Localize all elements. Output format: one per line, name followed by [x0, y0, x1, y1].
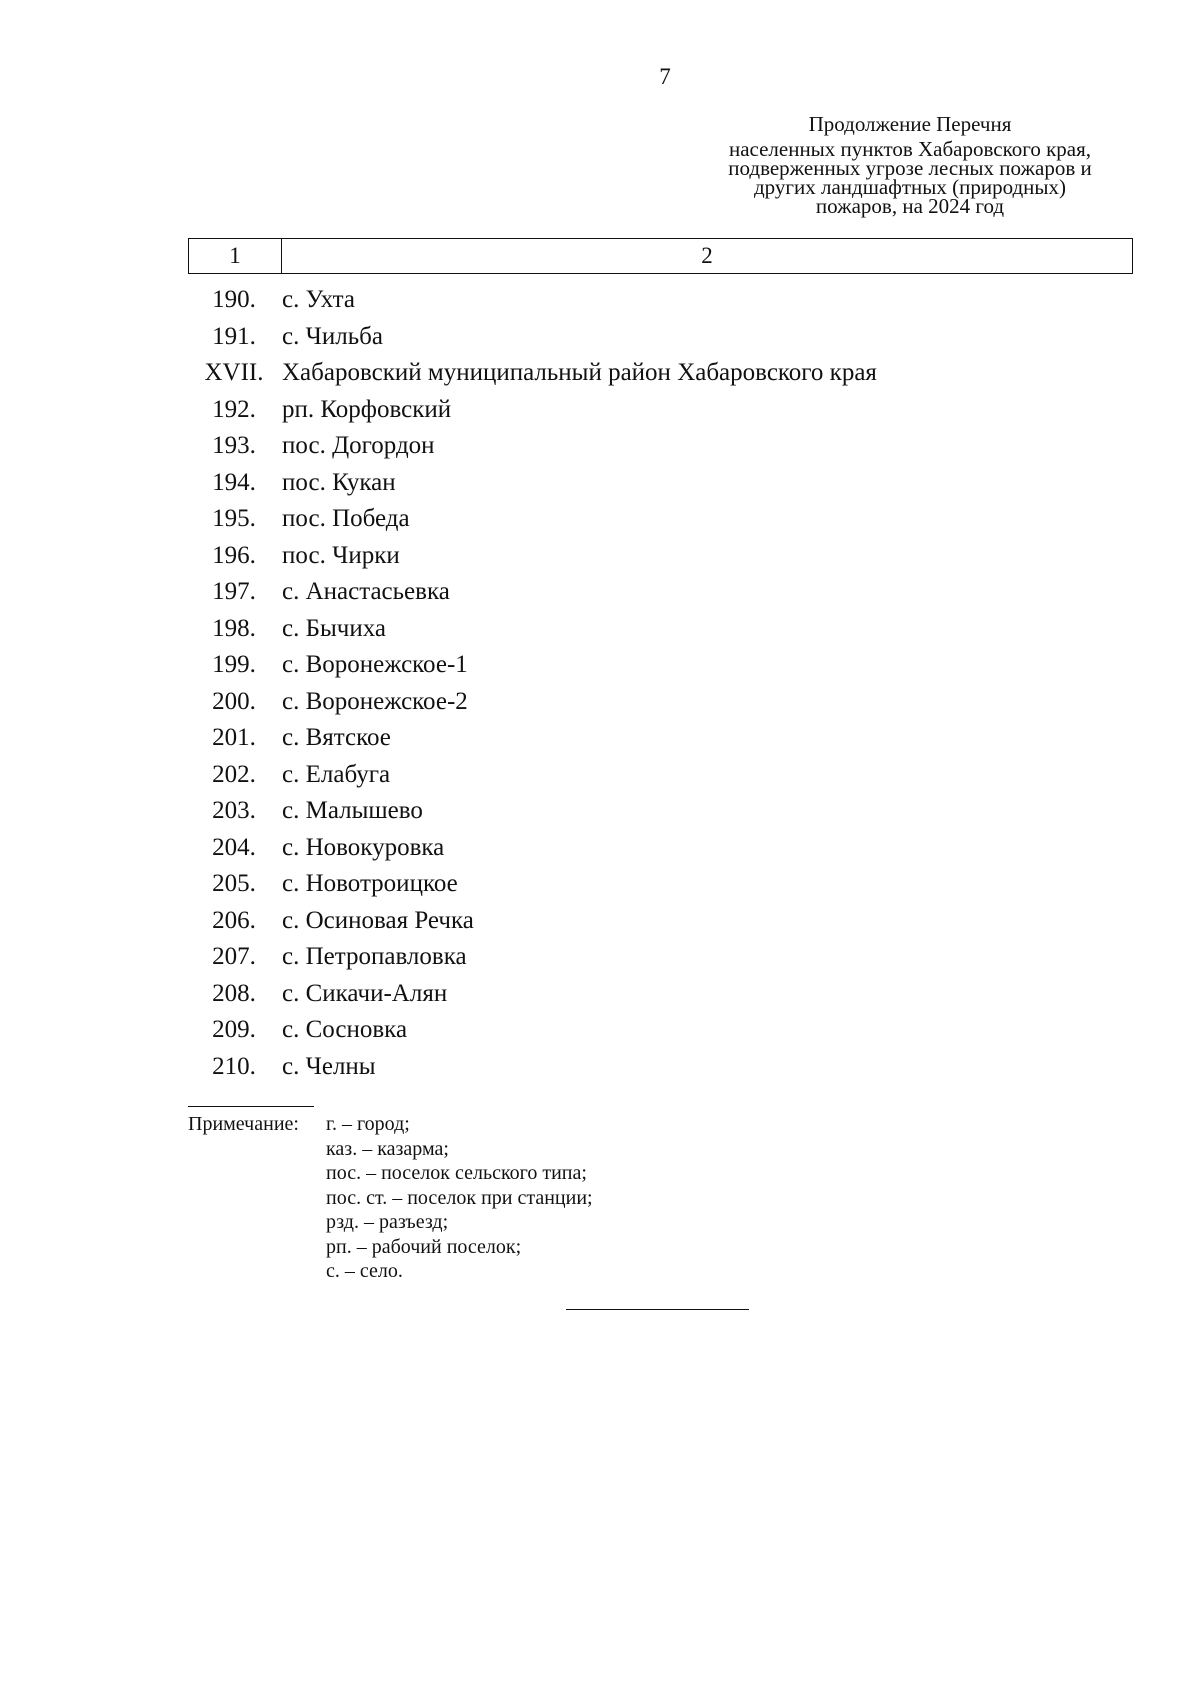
row-number: 199. — [212, 651, 256, 679]
table-row — [188, 939, 1133, 976]
row-name: пос. Чирки — [282, 541, 400, 569]
table-row — [188, 757, 1133, 794]
footnote-item: пос. ст. – поселок при станции; — [326, 1186, 593, 1209]
footnote-items — [326, 1112, 593, 1284]
table-row — [188, 866, 1133, 903]
row-number: 200. — [212, 687, 256, 715]
row-name: рп. Корфовский — [282, 395, 452, 423]
row-name: с. Ухта — [282, 286, 355, 314]
row-name: с. Чильба — [282, 322, 383, 350]
row-name: с. Анастасьевка — [282, 578, 450, 606]
footnote-item: г. – город; — [326, 1113, 410, 1135]
table-row — [188, 1012, 1133, 1049]
table-row — [188, 319, 1133, 356]
row-number: 208. — [212, 979, 256, 1007]
row-name: пос. Кукан — [282, 468, 396, 496]
row-name: с. Осиновая Речка — [282, 906, 474, 934]
end-of-document-rule — [566, 1309, 749, 1310]
row-name: с. Сосновка — [282, 1016, 408, 1044]
table-header-col-1: 1 — [189, 239, 282, 273]
heading-line-4: других ландшафтных (природных) — [754, 175, 1066, 199]
table-row — [188, 282, 1133, 319]
footnote — [188, 1112, 593, 1282]
footnote-item: каз. – казарма; — [326, 1137, 449, 1160]
document-heading — [690, 112, 1130, 218]
footnote-item: рзд. – разъезд; — [326, 1211, 449, 1233]
row-name: с. Малышево — [282, 797, 423, 825]
row-name: с. Новотроицкое — [282, 870, 458, 898]
row-number: 203. — [212, 797, 256, 825]
heading-line-3: подверженных угрозе лесных пожаров и — [728, 156, 1092, 180]
row-number: 202. — [212, 760, 256, 788]
table-row — [188, 428, 1133, 465]
row-name: с. Вятское — [282, 724, 391, 752]
row-number: 206. — [212, 906, 256, 934]
heading-line-5: пожаров, на 2024 год — [815, 194, 1005, 218]
row-name: с. Елабуга — [282, 760, 391, 788]
table-row — [188, 903, 1133, 940]
heading-line-2: населенных пунктов Хабаровского края, — [728, 137, 1092, 161]
row-number: 210. — [212, 1052, 256, 1080]
table-header — [188, 238, 1133, 274]
table-row — [188, 611, 1133, 648]
footnote-label: Примечание: — [188, 1113, 299, 1135]
row-number: 191. — [212, 322, 256, 350]
row-number: XVII. — [204, 359, 264, 387]
row-number: 209. — [212, 1016, 256, 1044]
row-number: 196. — [212, 541, 256, 569]
row-number: 192. — [212, 395, 256, 423]
row-number: 195. — [212, 505, 256, 533]
heading-line-1: Продолжение Перечня — [808, 112, 1012, 136]
district-row — [188, 355, 1133, 392]
row-number: 198. — [212, 614, 256, 642]
table-row — [188, 976, 1133, 1013]
row-name: с. Бычиха — [282, 614, 386, 642]
row-name: с. Челны — [282, 1052, 376, 1080]
row-name: с. Воронежское-1 — [282, 651, 468, 679]
row-name: с. Сикачи-Алян — [282, 979, 448, 1007]
footnote-item: пос. – поселок сельского типа; — [326, 1162, 587, 1184]
row-number: 194. — [212, 468, 256, 496]
row-name: с. Воронежское-2 — [282, 687, 468, 715]
row-number: 207. — [212, 943, 256, 971]
table-row — [188, 465, 1133, 502]
page-number: 7 — [659, 64, 671, 89]
row-number: 205. — [212, 870, 256, 898]
table-row — [188, 501, 1133, 538]
footnote-divider — [188, 1106, 314, 1107]
table-row — [188, 793, 1133, 830]
table-row — [188, 392, 1133, 429]
table-row — [188, 720, 1133, 757]
table-header-col-2: 2 — [701, 243, 713, 268]
table-row — [188, 1049, 1133, 1086]
row-name: пос. Догордон — [282, 432, 435, 460]
table-row — [188, 684, 1133, 721]
settlement-list — [188, 282, 1133, 1085]
table-row — [188, 647, 1133, 684]
row-name: с. Петропавловка — [282, 943, 467, 971]
row-name: с. Новокуровка — [282, 833, 445, 861]
table-row — [188, 830, 1133, 867]
row-number: 190. — [212, 286, 256, 314]
row-name: пос. Победа — [282, 505, 410, 533]
table-row — [188, 538, 1133, 575]
row-number: 204. — [212, 833, 256, 861]
row-number: 193. — [212, 432, 256, 460]
footnote-item: с. – село. — [326, 1260, 403, 1282]
row-number: 197. — [212, 578, 256, 606]
row-number: 201. — [212, 724, 256, 752]
row-name: Хабаровский муниципальный район Хабаровского края — [282, 359, 877, 387]
table-row — [188, 574, 1133, 611]
footnote-item: рп. – рабочий поселок; — [326, 1235, 522, 1258]
